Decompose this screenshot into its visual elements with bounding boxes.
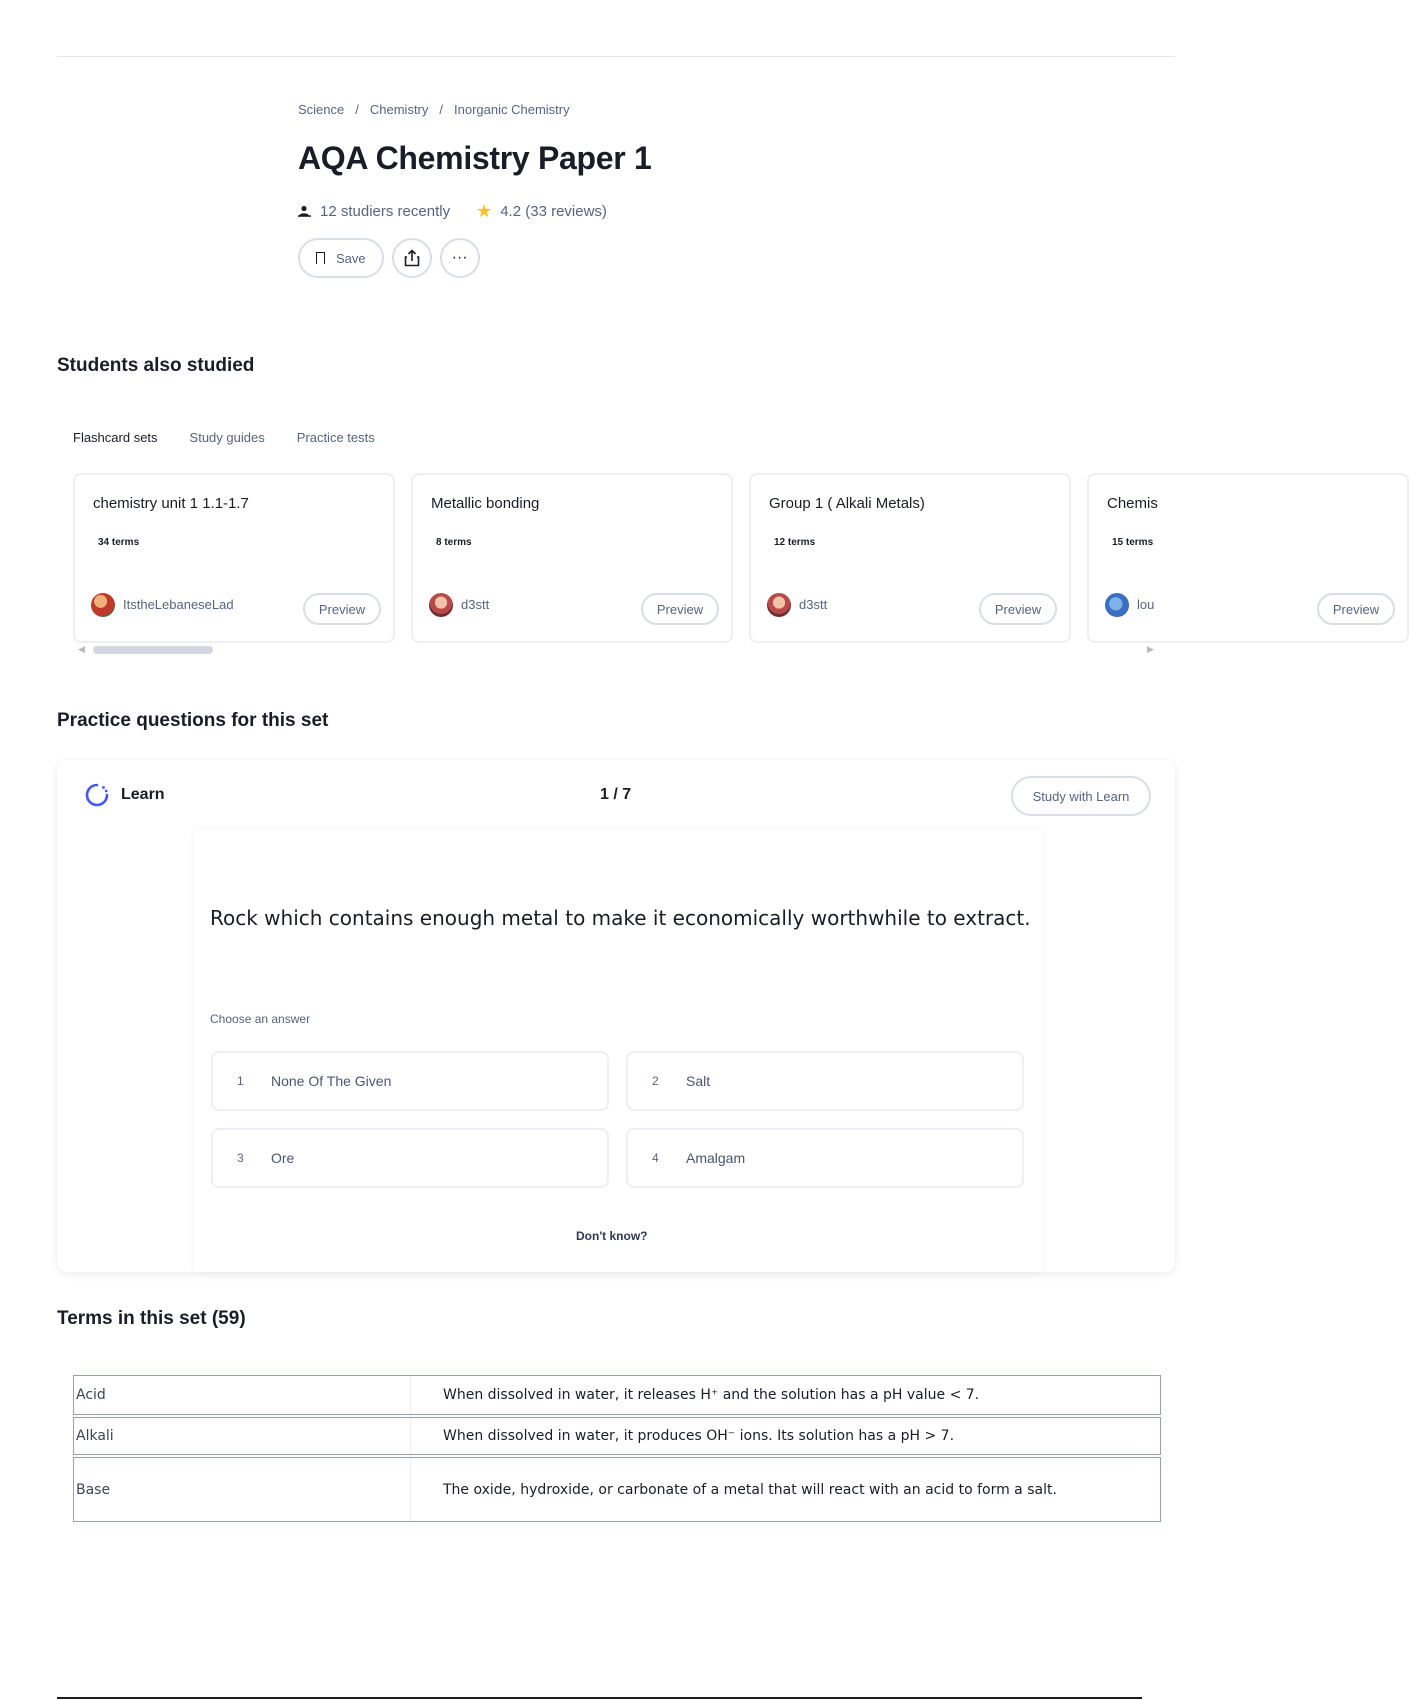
term-cell: Acid	[74, 1376, 411, 1415]
definition-cell	[411, 1458, 1161, 1522]
option-text: Salt	[686, 1073, 711, 1089]
preview-button[interactable]: Preview	[979, 593, 1057, 625]
set-card[interactable]	[73, 473, 395, 643]
avatar	[767, 593, 791, 617]
definition-cell: When dissolved in water, it produces OH⁻ ions. Its solution has a pH > 7.	[411, 1418, 1161, 1455]
also-studied-carousel	[73, 473, 1380, 645]
option-text: None Of The Given	[271, 1073, 392, 1089]
preview-button[interactable]: Preview	[1317, 593, 1395, 625]
term-cell: Alkali	[74, 1418, 411, 1455]
avatar	[91, 593, 115, 617]
breadcrumb-separator: /	[439, 102, 444, 117]
card-title: Group 1 ( Alkali Metals)	[769, 495, 925, 512]
scroll-right-icon[interactable]: ▶	[1147, 644, 1154, 654]
studiers-count: 12 studiers recently	[320, 202, 451, 220]
tab-flashcard-sets[interactable]: Flashcard sets	[73, 430, 158, 445]
answer-option-3[interactable]	[211, 1128, 609, 1188]
card-author[interactable]: ItstheLebaneseLad	[123, 597, 234, 612]
breadcrumb-inorganic-chemistry[interactable]: Inorganic Chemistry	[454, 102, 570, 117]
definition-text: The oxide, hydroxide, or carbonate of a metal that will react with an acid to form a salt.	[443, 1481, 1057, 1498]
tab-study-guides[interactable]: Study guides	[189, 430, 265, 445]
table-row	[74, 1376, 1161, 1415]
set-card[interactable]	[749, 473, 1071, 643]
card-title: chemistry unit 1 1.1-1.7	[93, 495, 249, 512]
terms-table	[73, 1375, 1161, 1522]
preview-button[interactable]: Preview	[641, 593, 719, 625]
page-title: AQA Chemistry Paper 1	[298, 140, 652, 176]
card-terms-count: 34 terms	[98, 537, 140, 548]
share-icon	[404, 249, 420, 267]
option-number: 2	[652, 1074, 659, 1088]
option-text: Ore	[271, 1150, 295, 1166]
term-cell: Base	[74, 1458, 411, 1522]
preview-button[interactable]: Preview	[303, 593, 381, 625]
card-terms-count: 12 terms	[774, 537, 816, 548]
set-actions	[298, 238, 480, 278]
card-title: Chemis	[1107, 495, 1158, 512]
more-icon: ···	[451, 249, 468, 266]
learn-icon	[84, 782, 110, 808]
card-author[interactable]: d3stt	[461, 597, 490, 612]
more-options-button[interactable]	[440, 238, 480, 278]
dont-know-link[interactable]: Don't know?	[576, 1229, 648, 1243]
rating[interactable]: 4.2 (33 reviews)	[500, 202, 607, 220]
definition-cell: When dissolved in water, it releases H⁺ and the solution has a pH value < 7.	[411, 1376, 1161, 1415]
also-studied-tabs	[73, 430, 407, 445]
choose-answer-label: Choose an answer	[210, 1012, 311, 1026]
answer-option-1[interactable]	[211, 1051, 609, 1111]
card-terms-count: 8 terms	[436, 537, 472, 548]
top-divider	[57, 56, 1175, 57]
question-prompt: Rock which contains enough metal to make it economically worthwhile to extract.	[210, 906, 1031, 930]
option-number: 4	[652, 1151, 659, 1165]
bookmark-icon	[316, 252, 325, 264]
option-text: Amalgam	[686, 1150, 746, 1166]
breadcrumb-separator: /	[355, 102, 359, 117]
people-icon	[298, 204, 312, 218]
study-with-learn-button[interactable]: Study with Learn	[1011, 776, 1151, 816]
answer-option-4[interactable]	[626, 1128, 1024, 1188]
set-meta	[298, 202, 607, 220]
star-icon: ★	[476, 201, 493, 221]
table-row	[74, 1458, 1161, 1522]
learn-mode-label	[84, 782, 165, 808]
breadcrumb	[298, 102, 570, 117]
scrollbar-thumb[interactable]	[93, 646, 213, 654]
card-author[interactable]: lou	[1137, 597, 1155, 612]
set-card[interactable]	[1087, 473, 1409, 643]
card-author[interactable]: d3stt	[799, 597, 828, 612]
scroll-left-icon[interactable]: ◀	[78, 644, 85, 654]
share-button[interactable]	[392, 238, 432, 278]
table-row	[74, 1418, 1161, 1455]
save-button[interactable]	[298, 238, 384, 278]
practice-questions-heading: Practice questions for this set	[57, 710, 329, 731]
students-also-studied-heading: Students also studied	[57, 355, 255, 376]
set-card[interactable]	[411, 473, 733, 643]
avatar	[429, 593, 453, 617]
option-number: 3	[237, 1151, 244, 1165]
card-terms-count: 15 terms	[1112, 537, 1154, 548]
option-number: 1	[237, 1074, 244, 1088]
answer-option-2[interactable]	[626, 1051, 1024, 1111]
save-label: Save	[336, 250, 366, 266]
terms-heading: Terms in this set (59)	[57, 1308, 246, 1329]
card-title: Metallic bonding	[431, 495, 540, 512]
tab-practice-tests[interactable]: Practice tests	[296, 430, 375, 445]
bottom-divider	[57, 1697, 1142, 1699]
question-progress: 1 / 7	[600, 786, 632, 803]
carousel-scrollbar[interactable]	[73, 645, 1161, 655]
breadcrumb-science[interactable]: Science	[298, 102, 345, 117]
breadcrumb-chemistry[interactable]: Chemistry	[369, 102, 429, 117]
learn-label-text: Learn	[121, 786, 165, 803]
avatar	[1105, 593, 1129, 617]
